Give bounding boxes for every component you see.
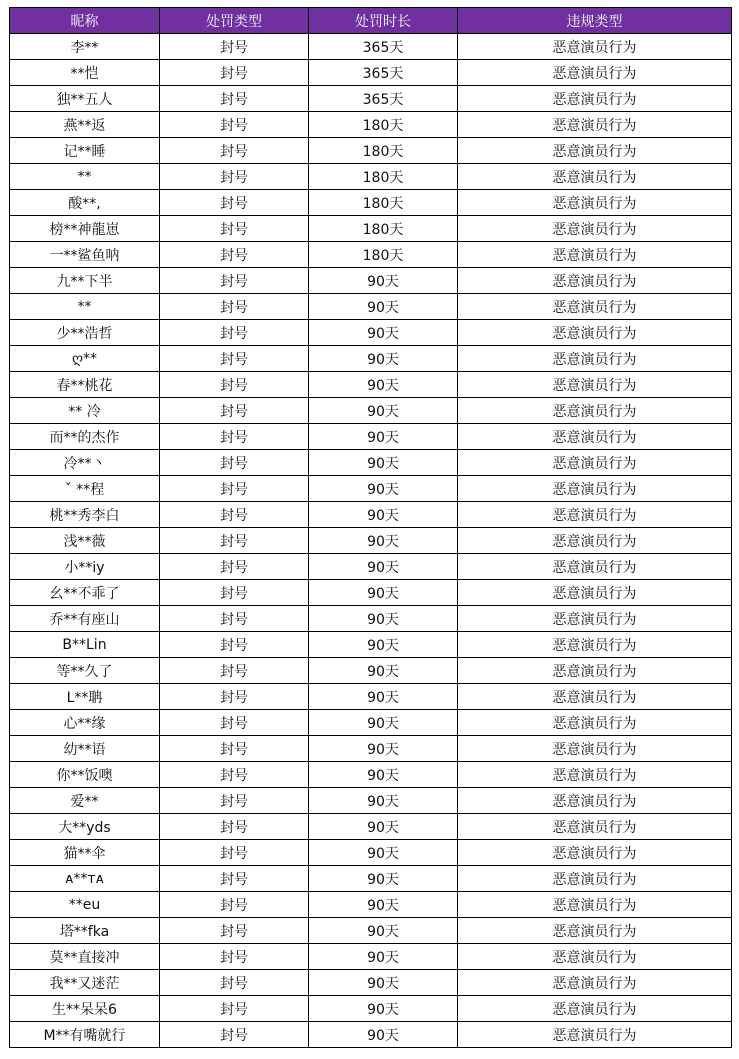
- cell-penalty-type: 封号: [160, 970, 309, 996]
- cell-penalty-duration: 90天: [309, 294, 458, 320]
- cell-nickname: **: [10, 164, 160, 190]
- cell-penalty-type: 封号: [160, 944, 309, 970]
- cell-penalty-duration: 90天: [309, 918, 458, 944]
- cell-nickname: 桃**秀李白: [10, 502, 160, 528]
- cell-penalty-type: 封号: [160, 268, 309, 294]
- cell-penalty-duration: 90天: [309, 372, 458, 398]
- cell-nickname: 塔**fka: [10, 918, 160, 944]
- table-row: [10, 502, 732, 528]
- cell-nickname: 春**桃花: [10, 372, 160, 398]
- cell-nickname: 我**又迷茫: [10, 970, 160, 996]
- cell-violation-type: 恶意演员行为: [458, 138, 732, 164]
- cell-penalty-duration: 180天: [309, 216, 458, 242]
- cell-nickname: 少**浩哲: [10, 320, 160, 346]
- cell-penalty-duration: 90天: [309, 476, 458, 502]
- cell-penalty-type: 封号: [160, 502, 309, 528]
- cell-nickname: 乔**有座山: [10, 606, 160, 632]
- cell-penalty-type: 封号: [160, 372, 309, 398]
- cell-penalty-duration: 90天: [309, 736, 458, 762]
- cell-nickname: 榜**神龍崽: [10, 216, 160, 242]
- table-row: [10, 814, 732, 840]
- cell-violation-type: 恶意演员行为: [458, 320, 732, 346]
- table-row: [10, 190, 732, 216]
- cell-nickname: 生**呆呆6: [10, 996, 160, 1022]
- cell-penalty-duration: 90天: [309, 580, 458, 606]
- cell-violation-type: 恶意演员行为: [458, 476, 732, 502]
- header-nickname: 昵称: [10, 8, 160, 34]
- cell-penalty-duration: 90天: [309, 346, 458, 372]
- cell-nickname: 一**鲨鱼呐: [10, 242, 160, 268]
- table-row: [10, 294, 732, 320]
- cell-penalty-duration: 90天: [309, 840, 458, 866]
- cell-violation-type: 恶意演员行为: [458, 216, 732, 242]
- cell-penalty-duration: 180天: [309, 164, 458, 190]
- cell-nickname: 酸**,: [10, 190, 160, 216]
- cell-penalty-duration: 90天: [309, 450, 458, 476]
- table-row: [10, 944, 732, 970]
- cell-nickname: 爱**: [10, 788, 160, 814]
- cell-penalty-duration: 90天: [309, 762, 458, 788]
- table-row: [10, 788, 732, 814]
- table-row: [10, 918, 732, 944]
- table-row: [10, 866, 732, 892]
- cell-penalty-duration: 180天: [309, 112, 458, 138]
- cell-nickname: 幼**语: [10, 736, 160, 762]
- table-row: [10, 242, 732, 268]
- cell-violation-type: 恶意演员行为: [458, 736, 732, 762]
- cell-violation-type: 恶意演员行为: [458, 632, 732, 658]
- cell-nickname: L**聃: [10, 684, 160, 710]
- cell-violation-type: 恶意演员行为: [458, 424, 732, 450]
- cell-penalty-duration: 365天: [309, 60, 458, 86]
- table-row: [10, 60, 732, 86]
- cell-penalty-type: 封号: [160, 476, 309, 502]
- cell-penalty-type: 封号: [160, 684, 309, 710]
- cell-nickname: 等**久了: [10, 658, 160, 684]
- cell-nickname: 浅**薇: [10, 528, 160, 554]
- cell-penalty-duration: 90天: [309, 684, 458, 710]
- cell-nickname: ** 冷: [10, 398, 160, 424]
- cell-penalty-type: 封号: [160, 398, 309, 424]
- table-row: [10, 892, 732, 918]
- cell-penalty-type: 封号: [160, 814, 309, 840]
- cell-nickname: ᴀ**ᴛᴀ: [10, 866, 160, 892]
- cell-violation-type: 恶意演员行为: [458, 710, 732, 736]
- cell-penalty-type: 封号: [160, 762, 309, 788]
- cell-penalty-type: 封号: [160, 450, 309, 476]
- table-row: [10, 164, 732, 190]
- table-row: [10, 658, 732, 684]
- cell-nickname: 幺**不乖了: [10, 580, 160, 606]
- cell-violation-type: 恶意演员行为: [458, 762, 732, 788]
- table-row: [10, 554, 732, 580]
- cell-penalty-duration: 365天: [309, 86, 458, 112]
- table-row: [10, 580, 732, 606]
- table-row: [10, 710, 732, 736]
- cell-violation-type: 恶意演员行为: [458, 190, 732, 216]
- cell-penalty-duration: 90天: [309, 554, 458, 580]
- cell-penalty-type: 封号: [160, 840, 309, 866]
- cell-nickname: 李**: [10, 34, 160, 60]
- cell-penalty-type: 封号: [160, 788, 309, 814]
- cell-penalty-type: 封号: [160, 606, 309, 632]
- cell-violation-type: 恶意演员行为: [458, 580, 732, 606]
- cell-penalty-duration: 90天: [309, 502, 458, 528]
- cell-penalty-type: 封号: [160, 216, 309, 242]
- cell-nickname: 记**睡: [10, 138, 160, 164]
- table-row: [10, 840, 732, 866]
- cell-penalty-type: 封号: [160, 866, 309, 892]
- table-body: [10, 34, 732, 1048]
- cell-penalty-type: 封号: [160, 346, 309, 372]
- table-row: [10, 528, 732, 554]
- header-violation-type: 违规类型: [458, 8, 732, 34]
- table-row: [10, 138, 732, 164]
- cell-violation-type: 恶意演员行为: [458, 398, 732, 424]
- cell-penalty-duration: 90天: [309, 632, 458, 658]
- cell-violation-type: 恶意演员行为: [458, 450, 732, 476]
- cell-nickname: 独**五人: [10, 86, 160, 112]
- cell-penalty-type: 封号: [160, 580, 309, 606]
- table-row: [10, 216, 732, 242]
- cell-penalty-type: 封号: [160, 138, 309, 164]
- cell-violation-type: 恶意演员行为: [458, 892, 732, 918]
- table-row: [10, 346, 732, 372]
- cell-penalty-duration: 90天: [309, 814, 458, 840]
- cell-violation-type: 恶意演员行为: [458, 554, 732, 580]
- cell-violation-type: 恶意演员行为: [458, 268, 732, 294]
- table-row: [10, 632, 732, 658]
- cell-nickname: 燕**返: [10, 112, 160, 138]
- cell-violation-type: 恶意演员行为: [458, 918, 732, 944]
- cell-penalty-type: 封号: [160, 86, 309, 112]
- table-row: [10, 476, 732, 502]
- header-penalty-duration: 处罚时长: [309, 8, 458, 34]
- cell-violation-type: 恶意演员行为: [458, 866, 732, 892]
- cell-penalty-type: 封号: [160, 60, 309, 86]
- cell-penalty-type: 封号: [160, 242, 309, 268]
- cell-penalty-duration: 90天: [309, 1022, 458, 1048]
- punishment-table: [9, 7, 732, 1048]
- cell-nickname: 你**饭噢: [10, 762, 160, 788]
- cell-nickname: 莫**直接冲: [10, 944, 160, 970]
- table-row: [10, 762, 732, 788]
- cell-penalty-duration: 90天: [309, 710, 458, 736]
- cell-penalty-type: 封号: [160, 736, 309, 762]
- cell-violation-type: 恶意演员行为: [458, 684, 732, 710]
- cell-penalty-type: 封号: [160, 164, 309, 190]
- cell-penalty-duration: 90天: [309, 892, 458, 918]
- table-row: [10, 1022, 732, 1048]
- cell-nickname: 猫**伞: [10, 840, 160, 866]
- table-row: [10, 970, 732, 996]
- cell-nickname: 九**下半: [10, 268, 160, 294]
- cell-penalty-duration: 90天: [309, 424, 458, 450]
- cell-violation-type: 恶意演员行为: [458, 112, 732, 138]
- header-penalty-type: 处罚类型: [160, 8, 309, 34]
- cell-violation-type: 恶意演员行为: [458, 346, 732, 372]
- cell-violation-type: 恶意演员行为: [458, 528, 732, 554]
- cell-penalty-type: 封号: [160, 658, 309, 684]
- cell-nickname: 心**缘: [10, 710, 160, 736]
- cell-penalty-type: 封号: [160, 996, 309, 1022]
- table-row: [10, 684, 732, 710]
- cell-nickname: **eu: [10, 892, 160, 918]
- table-row: [10, 450, 732, 476]
- table-header-row: [10, 8, 732, 34]
- cell-violation-type: 恶意演员行为: [458, 294, 732, 320]
- cell-violation-type: 恶意演员行为: [458, 658, 732, 684]
- cell-violation-type: 恶意演员行为: [458, 372, 732, 398]
- table-row: [10, 320, 732, 346]
- table-row: [10, 736, 732, 762]
- cell-nickname: 冷**丶: [10, 450, 160, 476]
- cell-violation-type: 恶意演员行为: [458, 502, 732, 528]
- table-row: [10, 424, 732, 450]
- cell-penalty-duration: 90天: [309, 970, 458, 996]
- cell-penalty-type: 封号: [160, 190, 309, 216]
- cell-penalty-type: 封号: [160, 528, 309, 554]
- cell-penalty-duration: 90天: [309, 528, 458, 554]
- cell-penalty-duration: 180天: [309, 242, 458, 268]
- cell-penalty-type: 封号: [160, 294, 309, 320]
- cell-violation-type: 恶意演员行为: [458, 242, 732, 268]
- cell-violation-type: 恶意演员行为: [458, 1022, 732, 1048]
- table-row: [10, 268, 732, 294]
- table-row: [10, 398, 732, 424]
- cell-penalty-type: 封号: [160, 1022, 309, 1048]
- cell-nickname: **: [10, 294, 160, 320]
- cell-nickname: 大**yds: [10, 814, 160, 840]
- cell-violation-type: 恶意演员行为: [458, 86, 732, 112]
- table-row: [10, 112, 732, 138]
- cell-penalty-type: 封号: [160, 320, 309, 346]
- cell-violation-type: 恶意演员行为: [458, 944, 732, 970]
- cell-penalty-type: 封号: [160, 34, 309, 60]
- cell-violation-type: 恶意演员行为: [458, 164, 732, 190]
- cell-penalty-duration: 90天: [309, 944, 458, 970]
- cell-penalty-type: 封号: [160, 632, 309, 658]
- cell-nickname: B**Lin: [10, 632, 160, 658]
- cell-nickname: ˇ **程: [10, 476, 160, 502]
- punishment-list-sheet: [9, 7, 732, 1048]
- cell-penalty-type: 封号: [160, 710, 309, 736]
- table-row: [10, 372, 732, 398]
- cell-penalty-duration: 365天: [309, 34, 458, 60]
- table-row: [10, 34, 732, 60]
- cell-violation-type: 恶意演员行为: [458, 970, 732, 996]
- table-row: [10, 606, 732, 632]
- cell-nickname: M**有嘴就行: [10, 1022, 160, 1048]
- cell-violation-type: 恶意演员行为: [458, 34, 732, 60]
- cell-penalty-duration: 90天: [309, 866, 458, 892]
- cell-violation-type: 恶意演员行为: [458, 814, 732, 840]
- cell-nickname: 小**iy: [10, 554, 160, 580]
- cell-penalty-type: 封号: [160, 554, 309, 580]
- cell-penalty-duration: 180天: [309, 190, 458, 216]
- cell-penalty-duration: 90天: [309, 788, 458, 814]
- cell-penalty-duration: 90天: [309, 996, 458, 1022]
- cell-penalty-duration: 180天: [309, 138, 458, 164]
- cell-nickname: 而**的杰作: [10, 424, 160, 450]
- table-row: [10, 86, 732, 112]
- cell-penalty-type: 封号: [160, 918, 309, 944]
- cell-penalty-type: 封号: [160, 892, 309, 918]
- cell-penalty-duration: 90天: [309, 398, 458, 424]
- cell-penalty-duration: 90天: [309, 606, 458, 632]
- cell-violation-type: 恶意演员行为: [458, 996, 732, 1022]
- cell-violation-type: 恶意演员行为: [458, 606, 732, 632]
- cell-penalty-duration: 90天: [309, 658, 458, 684]
- table-row: [10, 996, 732, 1022]
- cell-violation-type: 恶意演员行为: [458, 788, 732, 814]
- cell-penalty-type: 封号: [160, 112, 309, 138]
- cell-nickname: ღ**: [10, 346, 160, 372]
- cell-penalty-duration: 90天: [309, 320, 458, 346]
- cell-penalty-type: 封号: [160, 424, 309, 450]
- cell-nickname: **恺: [10, 60, 160, 86]
- cell-violation-type: 恶意演员行为: [458, 840, 732, 866]
- cell-violation-type: 恶意演员行为: [458, 60, 732, 86]
- cell-penalty-duration: 90天: [309, 268, 458, 294]
